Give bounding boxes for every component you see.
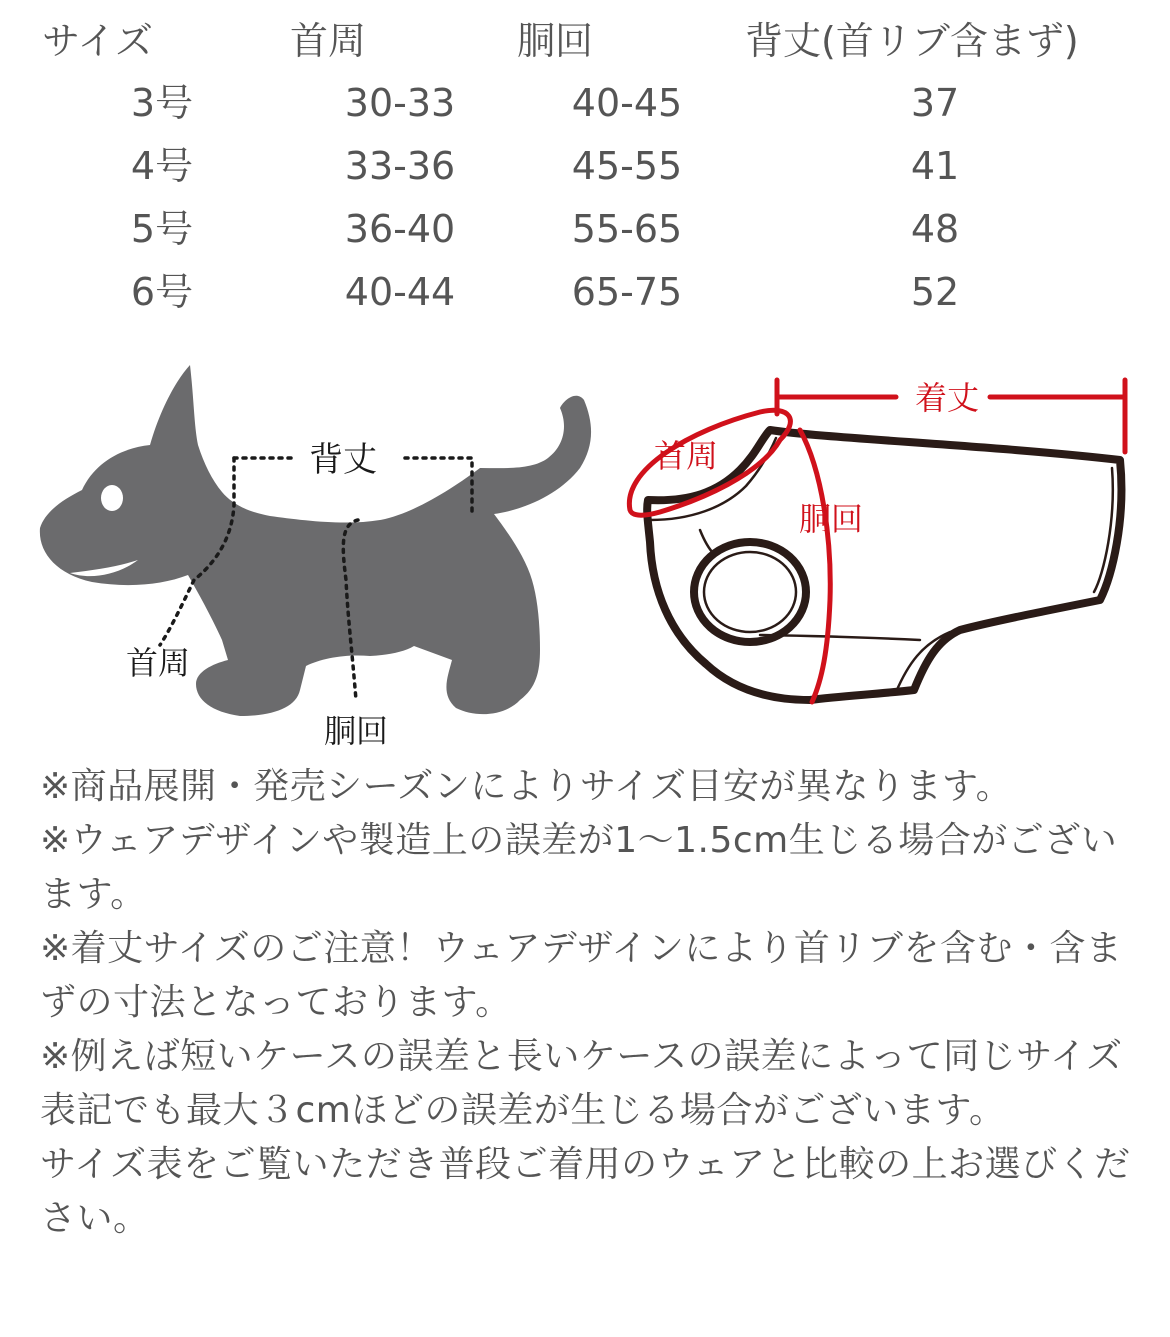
dog-chest-label: 胴回 bbox=[323, 712, 389, 750]
size-cell: 6号 bbox=[130, 270, 194, 314]
header-chest: 胴回 bbox=[517, 19, 594, 63]
note-manufacturing-tolerance: ※ウェアデザインや製造上の誤差が1〜1.5cm生じる場合がございます。 bbox=[40, 820, 1118, 915]
neck-cell: 33-36 bbox=[344, 144, 456, 188]
dog-back-length-label: 背丈 bbox=[309, 440, 377, 480]
back-cell: 48 bbox=[910, 207, 960, 251]
measurement-diagram bbox=[0, 340, 1170, 760]
dog-illustration bbox=[40, 365, 591, 750]
back-cell: 52 bbox=[910, 270, 960, 314]
header-size: サイズ bbox=[42, 19, 153, 63]
size-cell: 4号 bbox=[130, 144, 194, 188]
garment-illustration bbox=[629, 379, 1125, 702]
back-cell: 37 bbox=[910, 81, 960, 125]
size-notes bbox=[40, 760, 1140, 1246]
garment-neck-label: 首周 bbox=[653, 437, 719, 475]
back-cell: 41 bbox=[910, 144, 960, 188]
garment-chest-label: 胴回 bbox=[798, 500, 864, 538]
note-length-caution: ※着丈サイズのご注意！ウェアデザインにより首リブを含む・含まずの寸法となっております。 bbox=[40, 928, 1123, 1023]
dog-silhouette bbox=[40, 365, 591, 716]
dog-neck-label: 首周 bbox=[125, 644, 191, 682]
note-compare-advice: サイズ表をご覧いただき普段ご着用のウェアと比較の上お選びください。 bbox=[40, 1144, 1131, 1239]
neck-cell: 30-33 bbox=[344, 81, 456, 125]
chest-cell: 55-65 bbox=[571, 207, 683, 251]
header-neck: 首周 bbox=[290, 19, 367, 63]
header-back-length: 背丈(首リブ含まず) bbox=[745, 19, 1079, 63]
chest-cell: 65-75 bbox=[571, 270, 683, 314]
neck-cell: 36-40 bbox=[344, 207, 456, 251]
size-cell: 5号 bbox=[130, 207, 194, 251]
note-size-guide-varies: ※商品展開・発売シーズンによりサイズ目安が異なります。 bbox=[40, 766, 1013, 807]
garment-outline bbox=[647, 430, 1121, 700]
neck-cell: 40-44 bbox=[344, 270, 456, 314]
garment-length-label: 着丈 bbox=[914, 379, 980, 417]
chest-cell: 45-55 bbox=[571, 144, 683, 188]
chest-cell: 40-45 bbox=[571, 81, 683, 125]
size-cell: 3号 bbox=[130, 81, 194, 125]
dog-eye-icon bbox=[101, 485, 123, 511]
note-max-tolerance: ※例えば短いケースの誤差と長いケースの誤差によって同じサイズ表記でも最大３cmほどの誤差が生じる場合がございます。 bbox=[40, 1036, 1123, 1131]
